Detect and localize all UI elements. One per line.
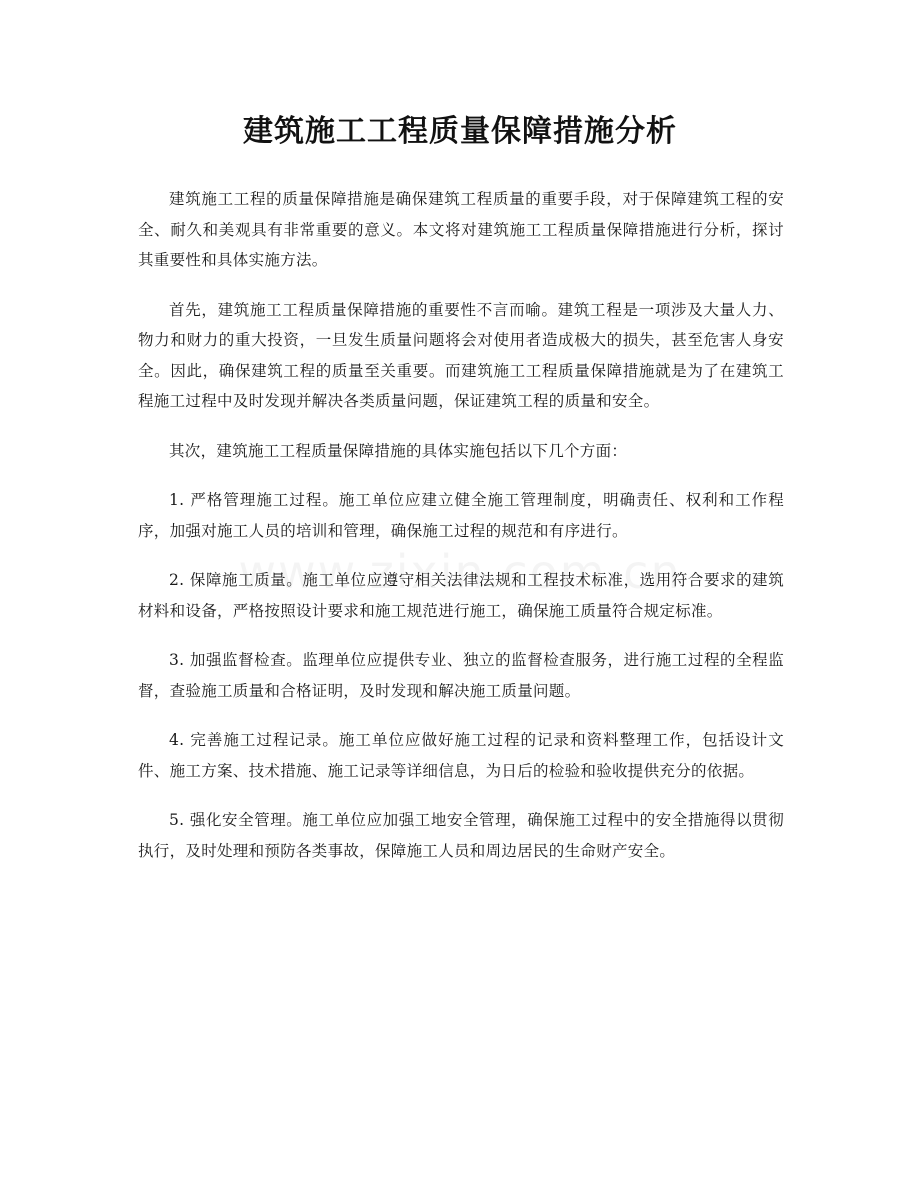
paragraph-intro: 建筑施工工程的质量保障措施是确保建筑工程质量的重要手段，对于保障建筑工程的安全、耐久和美观具有非常重要的意义。本文将对建筑施工工程质量保障措施进行分析，探讨其重要性和具体实施方法。 (138, 190, 784, 269)
paragraph-item-2: 2. 保障施工质量。施工单位应遵守相关法律法规和工程技术标准，选用符合要求的建筑材料和设备，严格按照设计要求和施工规范进行施工，确保施工质量符合规定标准。 (138, 571, 784, 620)
paragraph-item-3: 3. 加强监督检查。监理单位应提供专业、独立的监督检查服务，进行施工过程的全程监督，查验施工质量和合格证明，及时发现和解决施工质量问题。 (138, 651, 784, 700)
paragraph-item-5: 5. 强化安全管理。施工单位应加强工地安全管理，确保施工过程中的安全措施得以贯彻执行，及时处理和预防各类事故，保障施工人员和周边居民的生命财产安全。 (138, 811, 784, 860)
paragraph-item-4: 4. 完善施工过程记录。施工单位应做好施工过程的记录和资料整理工作，包括设计文件、施工方案、技术措施、施工记录等详细信息，为日后的检验和验收提供充分的依据。 (138, 731, 784, 780)
paragraph-measures-intro: 其次，建筑施工工程质量保障措施的具体实施包括以下几个方面： (169, 441, 628, 460)
document-title: 建筑施工工程质量保障措施分析 (243, 114, 677, 149)
document-body (138, 184, 784, 885)
paragraph-importance: 首先，建筑施工工程质量保障措施的重要性不言而喻。建筑工程是一项涉及大量人力、物力和财力的重大投资，一旦发生质量问题将会对使用者造成极大的损失，甚至危害人身安全。因此，确保建筑工程的质量至关重要。而建筑施工工程质量保障措施就是为了在建筑工程施工过程中及时发现并解决各类质量问题，保证建筑工程的质量和安全。 (138, 300, 784, 410)
paragraph-item-1: 1. 严格管理施工过程。施工单位应建立健全施工管理制度，明确责任、权利和工作程序，加强对施工人员的培训和管理，确保施工过程的规范和有序进行。 (138, 491, 784, 540)
